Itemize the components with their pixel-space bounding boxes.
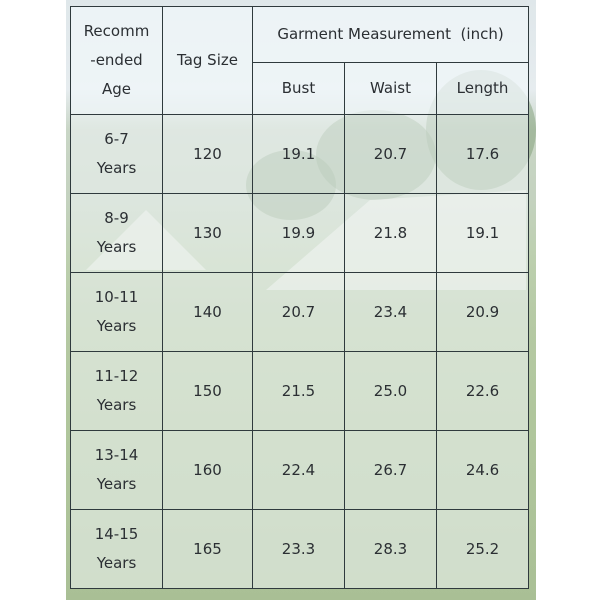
cell-length: 25.2: [437, 510, 529, 589]
cell-length: 17.6: [437, 115, 529, 194]
cell-waist: 25.0: [345, 352, 437, 431]
cell-length: 22.6: [437, 352, 529, 431]
header-tag-size: Tag Size: [163, 7, 253, 115]
table-row: [71, 273, 529, 352]
header-waist: Waist: [345, 63, 437, 115]
cell-length: 20.9: [437, 273, 529, 352]
cell-age: 10-11 Years: [71, 273, 163, 352]
table-row: [71, 510, 529, 589]
cell-age: 13-14 Years: [71, 431, 163, 510]
cell-bust: 19.9: [253, 194, 345, 273]
header-length: Length: [437, 63, 529, 115]
cell-age: 8-9 Years: [71, 194, 163, 273]
table-row: [71, 352, 529, 431]
header-garment-measurement: Garment Measurement (inch): [253, 7, 529, 63]
cell-tag-size: 160: [163, 431, 253, 510]
cell-waist: 20.7: [345, 115, 437, 194]
cell-bust: 22.4: [253, 431, 345, 510]
cell-tag-size: 165: [163, 510, 253, 589]
table-row: [71, 431, 529, 510]
cell-waist: 23.4: [345, 273, 437, 352]
cell-length: 24.6: [437, 431, 529, 510]
cell-tag-size: 130: [163, 194, 253, 273]
cell-length: 19.1: [437, 194, 529, 273]
cell-waist: 26.7: [345, 431, 437, 510]
size-chart-table: [70, 6, 529, 589]
cell-bust: 21.5: [253, 352, 345, 431]
cell-bust: 19.1: [253, 115, 345, 194]
cell-age: 14-15 Years: [71, 510, 163, 589]
cell-waist: 21.8: [345, 194, 437, 273]
cell-waist: 28.3: [345, 510, 437, 589]
header-recommended-age: Recomm -ended Age: [71, 7, 163, 115]
table-row: [71, 194, 529, 273]
header-bust: Bust: [253, 63, 345, 115]
cell-age: 11-12 Years: [71, 352, 163, 431]
cell-tag-size: 150: [163, 352, 253, 431]
cell-tag-size: 140: [163, 273, 253, 352]
cell-age: 6-7 Years: [71, 115, 163, 194]
table-row: [71, 115, 529, 194]
cell-bust: 20.7: [253, 273, 345, 352]
cell-bust: 23.3: [253, 510, 345, 589]
cell-tag-size: 120: [163, 115, 253, 194]
